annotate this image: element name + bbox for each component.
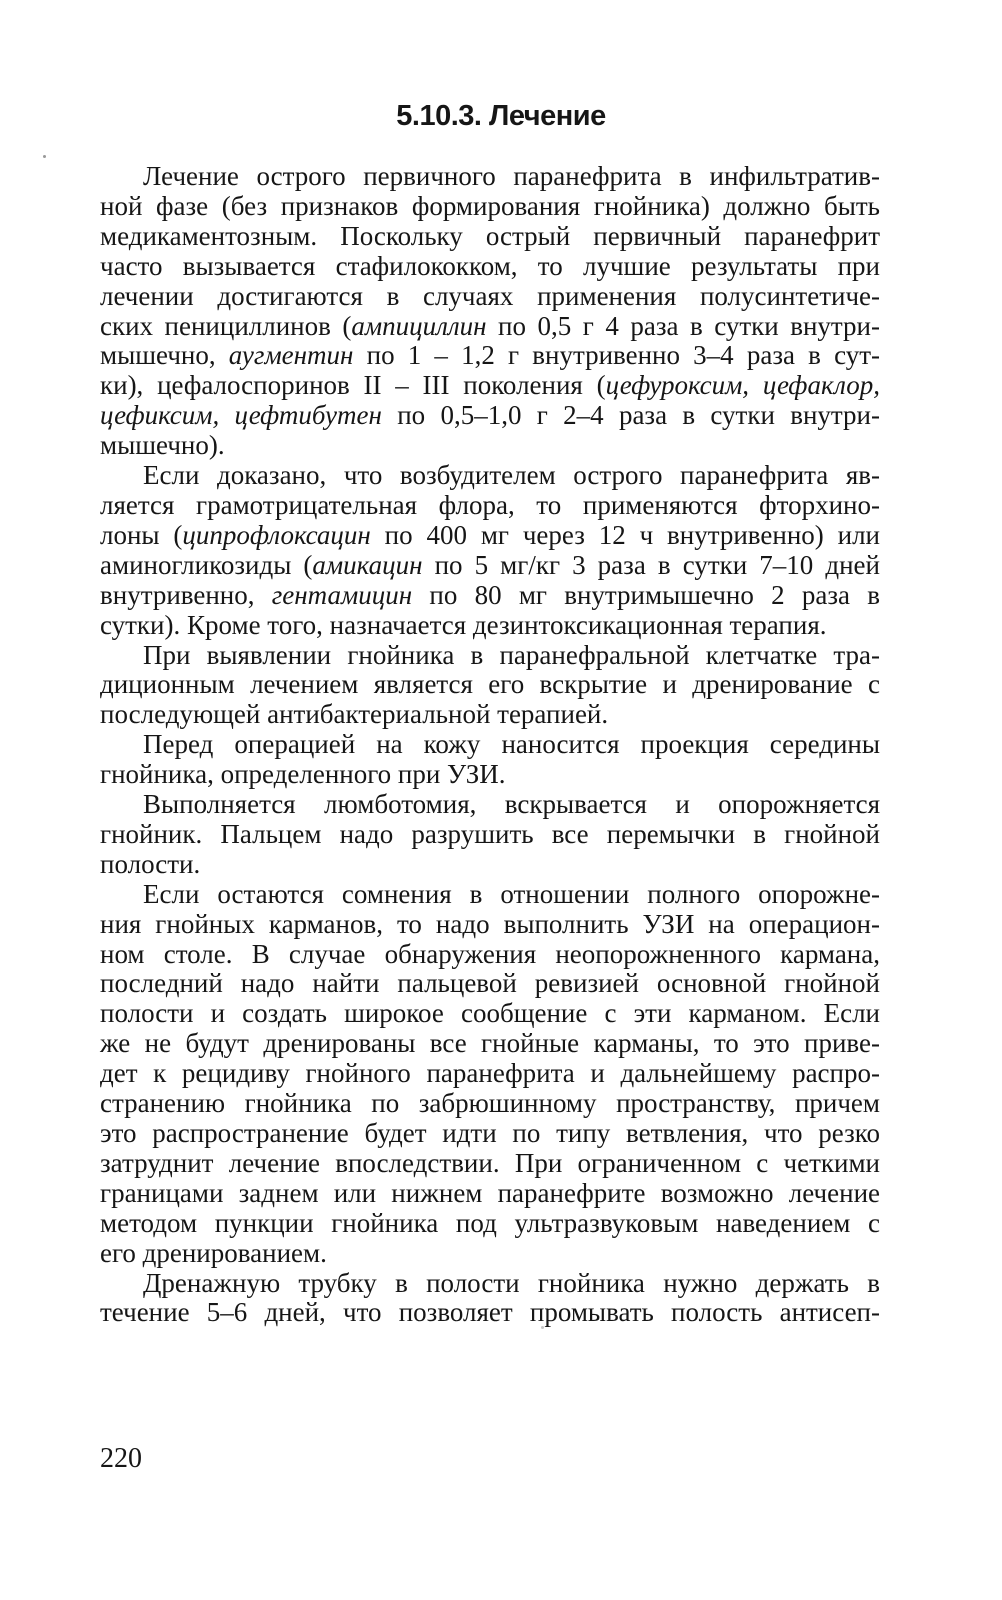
text-line [100,670,880,700]
text-run: диционным лечением является его вскрытие и дренирование с [100,669,880,700]
paragraph [100,1269,880,1329]
paragraph [100,162,880,461]
text-run: по 5 мг/кг 3 раза в сутки 7–10 дней [422,549,880,580]
text-run: по 80 мг внутримышечно 2 раза в [412,579,880,610]
text-line [100,1119,880,1149]
text-line [100,760,880,790]
text-line [100,611,880,641]
text-line [100,222,880,252]
text-run: сутки). Кроме того, назначается дезинтоксикационная терапия. [100,609,827,640]
text-run: ки), цефалоспоринов II – III поколения ( [100,370,606,401]
drug-name: цефиксим, цефтибутен [100,400,382,431]
paragraph [100,880,880,1269]
text-line [100,850,880,880]
drug-name: ампициллин [351,310,487,341]
text-run: границами заднем или нижнем паранефрите возможно лечение [100,1177,880,1208]
text-run: внутривенно, [100,579,272,610]
text-run: мышечно). [100,430,225,461]
text-run: лоны ( [100,519,183,550]
text-run: гнойник. Пальцем надо разрушить все перемычки в гнойной [100,818,880,849]
text-run: последний надо найти пальцевой ревизией основной гнойной [100,968,880,999]
text-line [100,431,880,461]
drug-name: цефуроксим, цефаклор, [605,370,880,401]
text-line [100,700,880,730]
text-run: течение 5–6 дней, что позволяет промывать полость антисеп- [100,1297,880,1328]
text-line [100,401,880,431]
text-line [100,162,880,192]
text-line [100,282,880,312]
text-run: ном столе. В случае обнаружения неопорожненного кармана, [100,938,880,969]
text-run: по 1 – 1,2 г внутривенно 3–4 раза в сут- [353,340,880,371]
text-line [100,581,880,611]
text-line [100,1209,880,1239]
text-run: же не будут дренированы все гнойные карманы, то это приве- [100,1028,880,1059]
drug-name: ципрофлоксацин [182,519,371,550]
text-run: часто вызывается стафилококком, то лучшие результаты при [100,250,880,281]
text-line [100,1029,880,1059]
paragraph [100,641,880,731]
drug-name: гентамицин [271,579,413,610]
text-line [100,999,880,1029]
drug-name: аугментин [228,340,354,371]
text-run: При выявлении гнойника в паранефральной клетчатке тра- [143,639,880,670]
text-line [100,730,880,760]
text-line [100,880,880,910]
text-line [100,461,880,491]
text-run: ских пенициллинов ( [100,310,352,341]
paragraph [100,790,880,880]
text-run: гнойника, определенного при УЗИ. [100,759,506,790]
text-line [100,641,880,671]
text-run: странению гнойника по забрюшинному пространству, причем [100,1088,880,1119]
text-run: мышечно, [100,340,229,371]
text-line [100,969,880,999]
text-line [100,312,880,342]
text-line [100,1239,880,1269]
text-line [100,820,880,850]
text-run: методом пункции гнойника под ультразвуковым наведением с [100,1207,880,1238]
text-line [100,252,880,282]
text-run: Дренажную трубку в полости гнойника нужно держать в [143,1267,880,1298]
text-run: Если доказано, что возбудителем острого паранефрита яв- [143,460,880,491]
body-text [100,162,880,1328]
drug-name: амикацин [312,549,423,580]
text-run: по 0,5 г 4 раза в сутки внутри- [486,310,880,341]
text-run: по 0,5–1,0 г 2–4 раза в сутки внутри- [381,400,880,431]
text-run: полости и создать широкое сообщение с эти карманом. Если [100,998,880,1029]
text-line [100,521,880,551]
text-line [100,1059,880,1089]
text-line [100,341,880,371]
text-run: полости. [100,848,201,879]
text-run: ния гнойных карманов, то надо выполнить УЗИ на операцион- [100,908,880,939]
text-line [100,192,880,222]
text-line [100,551,880,581]
page-number: 220 [100,1443,142,1474]
text-line [100,1149,880,1179]
text-line [100,1089,880,1119]
text-run: его дренированием. [100,1237,327,1268]
text-run: по 400 мг через 12 ч внутривенно) или [370,519,881,550]
text-run: дет к рецидиву гнойного паранефрита и дальнейшему распро- [100,1058,880,1089]
section-heading: 5.10.3. Лечение [396,100,606,132]
paragraph [100,730,880,790]
text-line [100,1298,880,1328]
text-run: аминогликозиды ( [100,549,313,580]
text-run: Лечение острого первичного паранефрита в инфильтратив- [143,161,880,191]
text-run: ной фазе (без признаков формирования гнойника) должно быть [100,190,880,221]
text-run: ляется грамотрицательная флора, то применяются фторхино- [100,489,880,520]
text-run: Если остаются сомнения в отношении полного опорожне- [143,878,880,909]
text-run: медикаментозным. Поскольку острый первичный паранефрит [100,220,880,251]
text-run: последующей антибактериальной терапией. [100,699,609,730]
text-run: Выполняется люмботомия, вскрывается и опорожняется [143,789,880,820]
text-line [100,1179,880,1209]
text-line [100,940,880,970]
scan-speck [43,155,46,158]
text-run: это распространение будет идти по типу ветвления, что резко [100,1118,880,1148]
text-run: затруднит лечение впоследствии. При ограниченном с четкими [100,1147,880,1178]
text-line [100,790,880,820]
text-line [100,491,880,521]
text-run: Перед операцией на кожу наносится проекция середины [143,729,880,760]
paragraph [100,461,880,640]
text-run: лечении достигаются в случаях применения полусинтетиче- [100,280,880,311]
text-line [100,910,880,940]
text-line [100,371,880,401]
text-line [100,1269,880,1299]
